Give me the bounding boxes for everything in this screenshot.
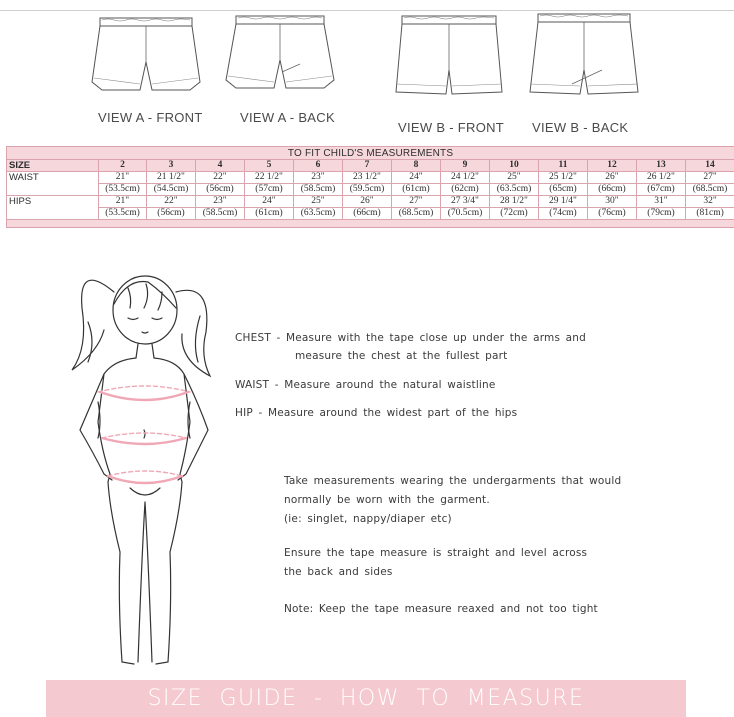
measurement-cm-cell: (76cm) xyxy=(588,208,637,220)
measurement-inch-cell: 25 1/2" xyxy=(539,172,588,184)
measurement-inch-cell: 32" xyxy=(686,196,734,208)
size-header-cell: 14 xyxy=(686,160,734,172)
measurement-inch-cell: 22" xyxy=(196,172,245,184)
measurement-inch-cell: 31" xyxy=(637,196,686,208)
measurement-inch-cell: 22" xyxy=(147,196,196,208)
measurement-cm-cell: (56cm) xyxy=(147,208,196,220)
table-cutoff-row xyxy=(7,220,734,228)
waist-instruction: WAIST - Measure around the natural waistline xyxy=(235,379,496,391)
hips-row-label: HIPS xyxy=(7,196,99,220)
measurement-inch-cell: 24 1/2" xyxy=(441,172,490,184)
size-table xyxy=(6,146,734,232)
measurement-inch-cell: 26" xyxy=(343,196,392,208)
view-a-back-label: VIEW A - BACK xyxy=(240,110,335,125)
size-header-cell: 6 xyxy=(294,160,343,172)
measurement-inch-cell: 27" xyxy=(686,172,734,184)
measurement-inch-cell: 27 3/4" xyxy=(441,196,490,208)
measurement-inch-cell: 25" xyxy=(294,196,343,208)
measurement-inch-cell: 29 1/4" xyxy=(539,196,588,208)
measurement-cm-cell: (70.5cm) xyxy=(441,208,490,220)
size-guide-banner xyxy=(46,680,686,717)
size-header-cell: 9 xyxy=(441,160,490,172)
measurement-cm-cell: (58.5cm) xyxy=(294,184,343,196)
size-header-cell: 5 xyxy=(245,160,294,172)
chest-instruction-cont: measure the chest at the fullest part xyxy=(295,350,508,362)
measurement-cm-cell: (65cm) xyxy=(539,184,588,196)
view-a-front-illustration xyxy=(88,12,204,98)
measurement-cm-cell: (59.5cm) xyxy=(343,184,392,196)
size-column-header: SIZE xyxy=(7,160,99,172)
size-header-cell: 12 xyxy=(588,160,637,172)
banner-title: SIZE GUIDE - HOW TO MEASURE xyxy=(147,686,585,711)
tape-level-note: Ensure the tape measure is straight and level across xyxy=(284,547,588,559)
waist-row-label: WAIST xyxy=(7,172,99,196)
size-header-cell: 10 xyxy=(490,160,539,172)
measurement-cm-cell: (57cm) xyxy=(245,184,294,196)
size-header-cell: 2 xyxy=(99,160,147,172)
measurement-cm-cell: (68.5cm) xyxy=(686,184,734,196)
measurement-cm-cell: (66cm) xyxy=(343,208,392,220)
measurement-inch-cell: 21 1/2" xyxy=(147,172,196,184)
undergarment-examples: (ie: singlet, nappy/diaper etc) xyxy=(284,513,452,525)
size-header-cell: 13 xyxy=(637,160,686,172)
size-header-cell: 8 xyxy=(392,160,441,172)
measurement-cm-cell: (53.5cm) xyxy=(99,184,147,196)
view-b-front-label: VIEW B - FRONT xyxy=(398,120,505,135)
size-header-cell: 4 xyxy=(196,160,245,172)
measurement-cm-cell: (79cm) xyxy=(637,208,686,220)
measurement-inch-cell: 24" xyxy=(392,172,441,184)
measurement-inch-cell: 24" xyxy=(245,196,294,208)
view-a-front-label: VIEW A - FRONT xyxy=(98,110,203,125)
measurement-inch-cell: 26" xyxy=(588,172,637,184)
hip-instruction: HIP - Measure around the widest part of the hips xyxy=(235,407,518,419)
measurement-cm-cell: (58.5cm) xyxy=(196,208,245,220)
size-table-title: TO FIT CHILD'S MEASUREMENTS xyxy=(7,147,734,160)
measurement-inch-cell: 27" xyxy=(392,196,441,208)
size-header-cell: 7 xyxy=(343,160,392,172)
measurement-cm-cell: (61cm) xyxy=(392,184,441,196)
measurement-cm-cell: (74cm) xyxy=(539,208,588,220)
measurement-inch-cell: 21" xyxy=(99,172,147,184)
measurement-inch-cell: 23" xyxy=(294,172,343,184)
measurement-cm-cell: (81cm) xyxy=(686,208,734,220)
size-header-cell: 3 xyxy=(147,160,196,172)
measurement-cm-cell: (61cm) xyxy=(245,208,294,220)
view-b-back-label: VIEW B - BACK xyxy=(532,120,629,135)
view-a-back-illustration xyxy=(222,12,338,98)
measurement-inch-cell: 26 1/2" xyxy=(637,172,686,184)
child-measurement-figure xyxy=(58,252,234,677)
measurement-cm-cell: (63.5cm) xyxy=(490,184,539,196)
undergarment-note-cont: normally be worn with the garment. xyxy=(284,494,490,506)
undergarment-note: Take measurements wearing the undergarments that would xyxy=(284,475,622,487)
measurement-cm-cell: (66cm) xyxy=(588,184,637,196)
measurement-cm-cell: (72cm) xyxy=(490,208,539,220)
tape-relaxed-note: Note: Keep the tape measure reaxed and not too tight xyxy=(284,603,598,615)
measurement-inch-cell: 25" xyxy=(490,172,539,184)
measurement-inch-cell: 23" xyxy=(196,196,245,208)
measurement-cm-cell: (63.5cm) xyxy=(294,208,343,220)
view-b-front-illustration xyxy=(392,12,508,108)
measurement-cm-cell: (62cm) xyxy=(441,184,490,196)
measurement-inch-cell: 22 1/2" xyxy=(245,172,294,184)
tape-level-note-cont: the back and sides xyxy=(284,566,393,578)
size-header-cell: 11 xyxy=(539,160,588,172)
chest-instruction: CHEST - Measure with the tape close up under the arms and xyxy=(235,332,587,344)
measurement-inch-cell: 28 1/2" xyxy=(490,196,539,208)
measurement-inch-cell: 30" xyxy=(588,196,637,208)
measurement-cm-cell: (56cm) xyxy=(196,184,245,196)
measurement-cm-cell: (54.5cm) xyxy=(147,184,196,196)
measurement-cm-cell: (53.5cm) xyxy=(99,208,147,220)
measurement-cm-cell: (67cm) xyxy=(637,184,686,196)
measurement-inch-cell: 23 1/2" xyxy=(343,172,392,184)
measurement-inch-cell: 21" xyxy=(99,196,147,208)
measurement-cm-cell: (68.5cm) xyxy=(392,208,441,220)
view-b-back-illustration xyxy=(526,10,642,108)
